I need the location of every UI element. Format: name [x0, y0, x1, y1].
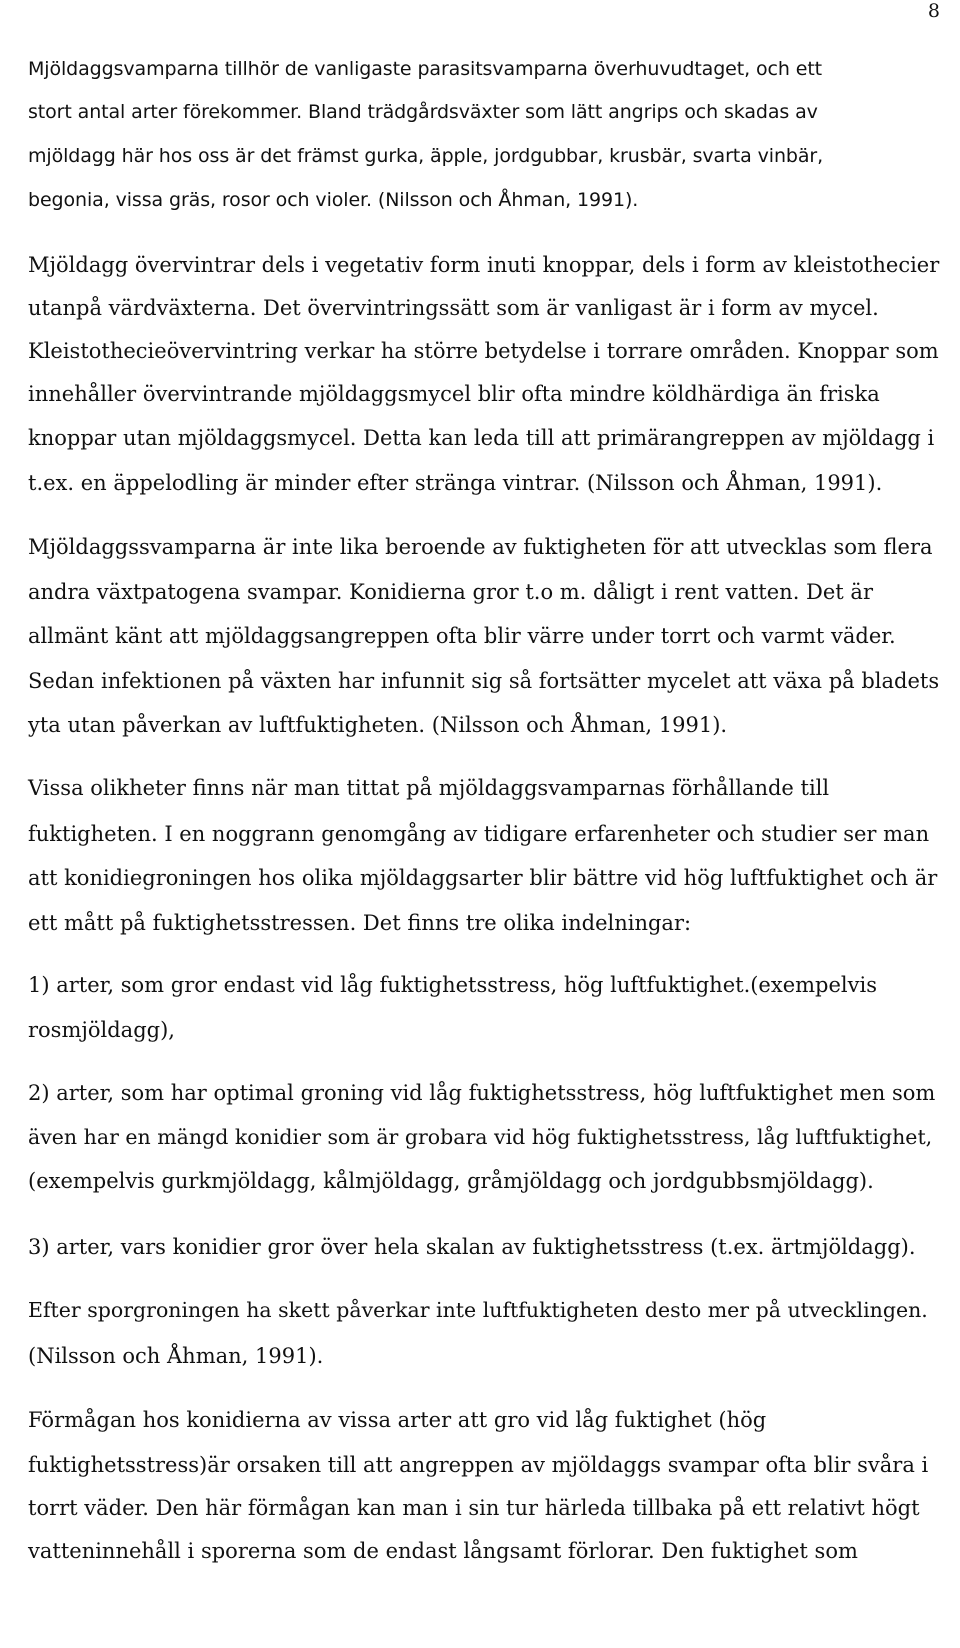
text-line: 3) arter, vars konidier gror över hela skalan av fuktighetsstress (t.ex. ärtmjöldagg). [28, 1235, 916, 1259]
text-line: att konidiegroningen hos olika mjöldaggsarter blir bättre vid hög luftfuktighet och är [28, 866, 938, 890]
text-line: yta utan påverkan av luftfuktigheten. (Nilsson och Åhman, 1991). [28, 713, 728, 737]
text-line: knoppar utan mjöldaggsmycel. Detta kan leda till att primärangreppen av mjöldagg i [28, 426, 935, 450]
text-line: Förmågan hos konidierna av vissa arter att gro vid låg fuktighet (hög [28, 1408, 767, 1432]
text-line: stort antal arter förekommer. Bland trädgårdsväxter som lätt angrips och skadas av [28, 101, 818, 123]
text-line: Mjöldaggssvamparna är inte lika beroende av fuktigheten för att utvecklas som flera [28, 535, 933, 559]
text-line: t.ex. en äppelodling är minder efter stränga vintrar. (Nilsson och Åhman, 1991). [28, 471, 883, 495]
text-line: allmänt känt att mjöldaggsangreppen ofta blir värre under torrt och varmt väder. [28, 624, 896, 648]
text-line: ett mått på fuktighetsstressen. Det finns tre olika indelningar: [28, 911, 692, 935]
text-line: 1) arter, som gror endast vid låg fuktighetsstress, hög luftfuktighet.(exempelvis [28, 973, 877, 997]
text-line: fuktigheten. I en noggrann genomgång av tidigare erfarenheter och studier ser man [28, 822, 930, 846]
text-line: Mjöldagg övervintrar dels i vegetativ form inuti knoppar, dels i form av kleistothecier [28, 253, 940, 277]
text-line: rosmjöldagg), [28, 1018, 175, 1042]
text-line: utanpå värdväxterna. Det övervintringssätt som är vanligast är i form av mycel. [28, 296, 879, 320]
text-line: 2) arter, som har optimal groning vid låg fuktighetsstress, hög luftfuktighet men som [28, 1081, 936, 1105]
text-line: begonia, vissa gräs, rosor och violer. (Nilsson och Åhman, 1991). [28, 189, 639, 211]
text-line: Mjöldaggsvamparna tillhör de vanligaste parasitsvamparna överhuvudtaget, och ett [28, 58, 823, 80]
text-line: vatteninnehåll i sporerna som de endast långsamt förlorar. Den fuktighet som [28, 1539, 858, 1563]
text-line: Kleistothecieövervintring verkar ha större betydelse i torrare områden. Knoppar som [28, 339, 939, 363]
text-line: mjöldagg här hos oss är det främst gurka, äpple, jordgubbar, krusbär, svarta vinbär, [28, 145, 824, 167]
text-line: innehåller övervintrande mjöldaggsmycel blir ofta mindre köldhärdiga än friska [28, 382, 880, 406]
text-line: Sedan infektionen på växten har infunnit sig så fortsätter mycelet att växa på bladets [28, 669, 940, 693]
text-line: torrt väder. Den här förmågan kan man i sin tur härleda tillbaka på ett relativt högt [28, 1496, 920, 1520]
page-number: 8 [927, 0, 940, 22]
text-line: fuktighetsstress)är orsaken till att angreppen av mjöldaggs svampar ofta blir svåra i [28, 1453, 929, 1477]
text-line: (Nilsson och Åhman, 1991). [28, 1344, 324, 1368]
text-line: andra växtpatogena svampar. Konidierna gror t.o m. dåligt i rent vatten. Det är [28, 580, 873, 604]
text-line: även har en mängd konidier som är grobara vid hög fuktighetsstress, låg luftfuktighet, [28, 1125, 933, 1149]
text-line: (exempelvis gurkmjöldagg, kålmjöldagg, gråmjöldagg och jordgubbsmjöldagg). [28, 1169, 874, 1193]
text-line: Efter sporgroningen ha skett påverkar inte luftfuktigheten desto mer på utvecklingen. [28, 1298, 928, 1322]
text-line: Vissa olikheter finns när man tittat på mjöldaggsvamparnas förhållande till [28, 776, 830, 800]
